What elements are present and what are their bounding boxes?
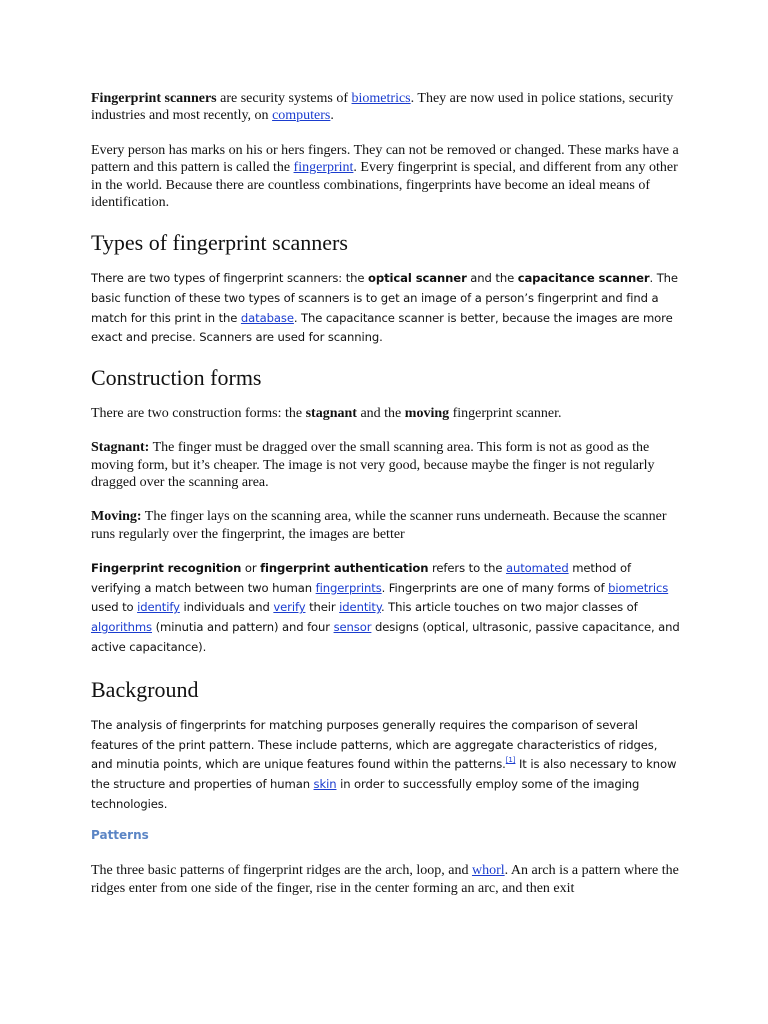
text-run: and the — [466, 271, 518, 286]
text-run: . The capacitance scanner is better, because the images are more exact and precise. Scanners are used for scanning. — [91, 310, 673, 345]
paragraph-moving — [91, 508, 681, 543]
bold-term: fingerprint authentication — [260, 561, 429, 576]
link-algorithms[interactable]: algorithms — [91, 620, 152, 635]
text-run: their — [305, 600, 340, 615]
bold-term: optical scanner — [368, 271, 467, 286]
heading-background: Background — [91, 677, 199, 703]
bold-term: Stagnant: — [91, 440, 150, 456]
link-computers[interactable]: computers — [272, 108, 331, 124]
paragraph-types — [91, 269, 681, 347]
bold-term: Fingerprint recognition — [91, 561, 242, 576]
text-run: There are two types of fingerprint scanners: the — [91, 271, 369, 286]
text-run: Every person has marks on his or hers fingers. They can not be removed or changed. These marks have a pattern and this pattern is called the — [91, 142, 679, 176]
text-run: It is also necessary to know the structure and properties of human — [91, 757, 677, 791]
link-fingerprint[interactable]: fingerprint — [293, 160, 354, 176]
text-run: . The basic function of these two types of scanners is to get an image of a person’s fingerprint and find a match for this print in the — [91, 271, 678, 325]
link-fingerprints[interactable]: fingerprints — [315, 580, 382, 595]
paragraph-construction — [91, 405, 681, 422]
link-database[interactable]: database — [240, 310, 294, 325]
paragraph-fingerprint-marks — [91, 142, 681, 212]
link-verify[interactable]: verify — [273, 600, 306, 615]
document-page — [91, 90, 681, 897]
paragraph-intro — [91, 90, 681, 125]
text-run: . An arch is a pattern where the ridges enter from one side of the finger, rise in the center forming an arc, and then exit — [91, 863, 679, 896]
paragraph-recognition — [91, 559, 681, 657]
paragraph-stagnant — [91, 439, 681, 491]
text-run: used to — [91, 600, 138, 615]
text-run: . — [330, 108, 334, 124]
heading-types: Types of fingerprint scanners — [91, 230, 348, 256]
heading-patterns: Patterns — [91, 828, 149, 843]
heading-construction: Construction forms — [91, 364, 262, 390]
text-run: There are two construction forms: the — [91, 405, 306, 421]
text-run: in order to successfully employ some of the imaging technologies. — [91, 777, 640, 811]
text-run: . They are now used in police stations, security industries and most recently, on — [91, 91, 674, 124]
text-run: or — [241, 561, 261, 576]
link-identify[interactable]: identify — [137, 600, 180, 615]
text-run: . Fingerprints are one of many forms of — [381, 580, 609, 595]
link-whorl[interactable]: whorl — [471, 863, 505, 879]
link-biometrics-2[interactable]: biometrics — [608, 580, 669, 595]
link-sensor[interactable]: sensor — [333, 620, 372, 635]
bold-term: moving — [404, 405, 450, 421]
text-run: . Every fingerprint is special, and different from any other in the world. Because there are countless combinations, fingerprints have become an ideal means of identification. — [91, 160, 678, 211]
text-run: and the — [356, 405, 405, 421]
text-run: The three basic patterns of fingerprint ridges are the arch, loop, and — [91, 863, 472, 879]
citation-link[interactable]: [1] — [505, 756, 516, 765]
paragraph-background — [91, 716, 681, 814]
text-run: The finger lays on the scanning area, while the scanner runs underneath. Because the scanner runs regularly over the fingerprint, the images are better — [91, 509, 667, 542]
link-automated[interactable]: automated — [505, 561, 569, 576]
text-run: . This article touches on two major classes of — [380, 600, 638, 615]
text-run: The finger must be dragged over the small scanning area. This form is not as good as the moving form, but it’s cheaper. The image is not very good, because maybe the finger is not regularly dragged over the scanning area. — [91, 440, 655, 491]
bold-term: stagnant — [305, 405, 357, 421]
text-run: fingerprint scanner. — [449, 405, 562, 421]
text-run: designs (optical, ultrasonic, passive capacitance, and active capacitance). — [91, 620, 680, 654]
bold-term: Moving: — [91, 509, 142, 525]
text-run: refers to the — [428, 561, 506, 576]
bold-term: Fingerprint scanners — [91, 91, 217, 106]
link-skin[interactable]: skin — [313, 777, 337, 791]
link-identity[interactable]: identity — [339, 600, 381, 615]
text-run: are security systems of — [216, 91, 352, 106]
text-run: The analysis of fingerprints for matching purposes generally requires the comparison of several features of the print pattern. These include patterns, which are aggregate characteristics of ridges, and minutia points, which are unique features found within the patterns. — [91, 718, 658, 772]
link-biometrics[interactable]: biometrics — [351, 91, 411, 106]
text-run: individuals and — [179, 600, 274, 615]
bold-term: capacitance scanner — [517, 271, 650, 286]
text-run: method of verifying a match between two human — [91, 561, 631, 595]
text-run: (minutia and pattern) and four — [152, 620, 334, 635]
paragraph-patterns — [91, 862, 681, 897]
